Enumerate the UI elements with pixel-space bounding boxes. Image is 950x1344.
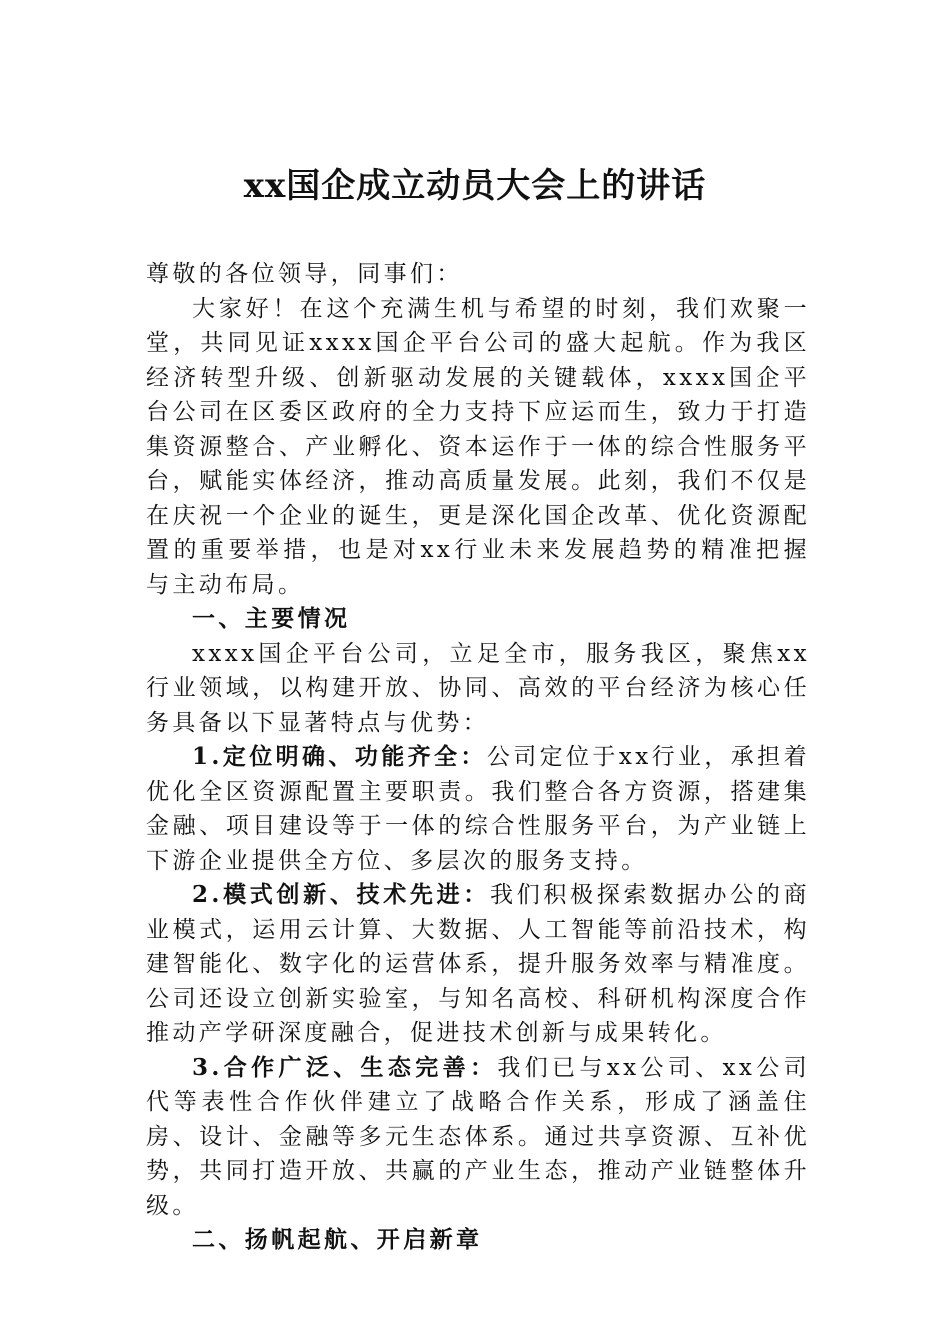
list-item-2 — [146, 878, 810, 1051]
document-title: xx国企成立动员大会上的讲话 — [243, 166, 707, 206]
document-body — [146, 257, 810, 1258]
list-item-3-lead: 3.合作广泛、生态完善： — [192, 1053, 498, 1081]
list-item-3-text: 我们已与xx公司、xx公司代等表性合作伙伴建立了战略合作关系，形成了涵盖住房、设计、金融等多元生态体系。通过共享资源、互补优势，共同打造开放、共赢的产业生态，推动产业链整体升级。 — [146, 1054, 810, 1219]
list-item-1-text: 公司定位于xx行业，承担着优化全区资源配置主要职责。我们整合各方资源，搭建集金融、项目建设等于一体的综合性服务平台，为产业链上下游企业提供全方位、多层次的服务支持。 — [146, 744, 810, 874]
intro-paragraph: 大家好！在这个充满生机与希望的时刻，我们欢聚一堂，共同见证xxxx国企平台公司的盛大起航。作为我区经济转型升级、创新驱动发展的关键载体，xxxx国企平台公司在区委区政府的全力支持下应运而生，致力于打造集资源整合、产业孵化、资本运作于一体的综合性服务平台，赋能实体经济，推动高质量发展。此刻，我们不仅是在庆祝一个企业的诞生，更是深化国企改革、优化资源配置的重要举措，也是对xx行业未来发展趋势的精准把握与主动布局。 — [146, 295, 810, 598]
section-heading-2: 二、扬帆起航、开启新章 — [192, 1226, 483, 1253]
list-item-2-lead: 2.模式创新、技术先进： — [192, 881, 490, 908]
salutation: 尊敬的各位领导，同事们： — [146, 261, 463, 287]
list-item-2-text: 我们积极探索数据办公的商业模式，运用云计算、大数据、人工智能等前沿技术，构建智能化、数字化的运营体系，提升服务效率与精准度。公司还设立创新实验室，与知名高校、科研机构深度合作推动产学研深度融合，促进技术创新与成果转化。 — [146, 882, 810, 1046]
section-1-paragraph: xxxx国企平台公司，立足全市，服务我区，聚焦xx行业领域，以构建开放、协同、高效的平台经济为核心任务具备以下显著特点与优势： — [146, 640, 810, 736]
section-heading-1: 一、主要情况 — [192, 605, 351, 632]
list-item-3 — [146, 1051, 810, 1224]
list-item-1-lead: 1.定位明确、功能齐全： — [192, 743, 487, 770]
list-item-1 — [146, 740, 810, 878]
